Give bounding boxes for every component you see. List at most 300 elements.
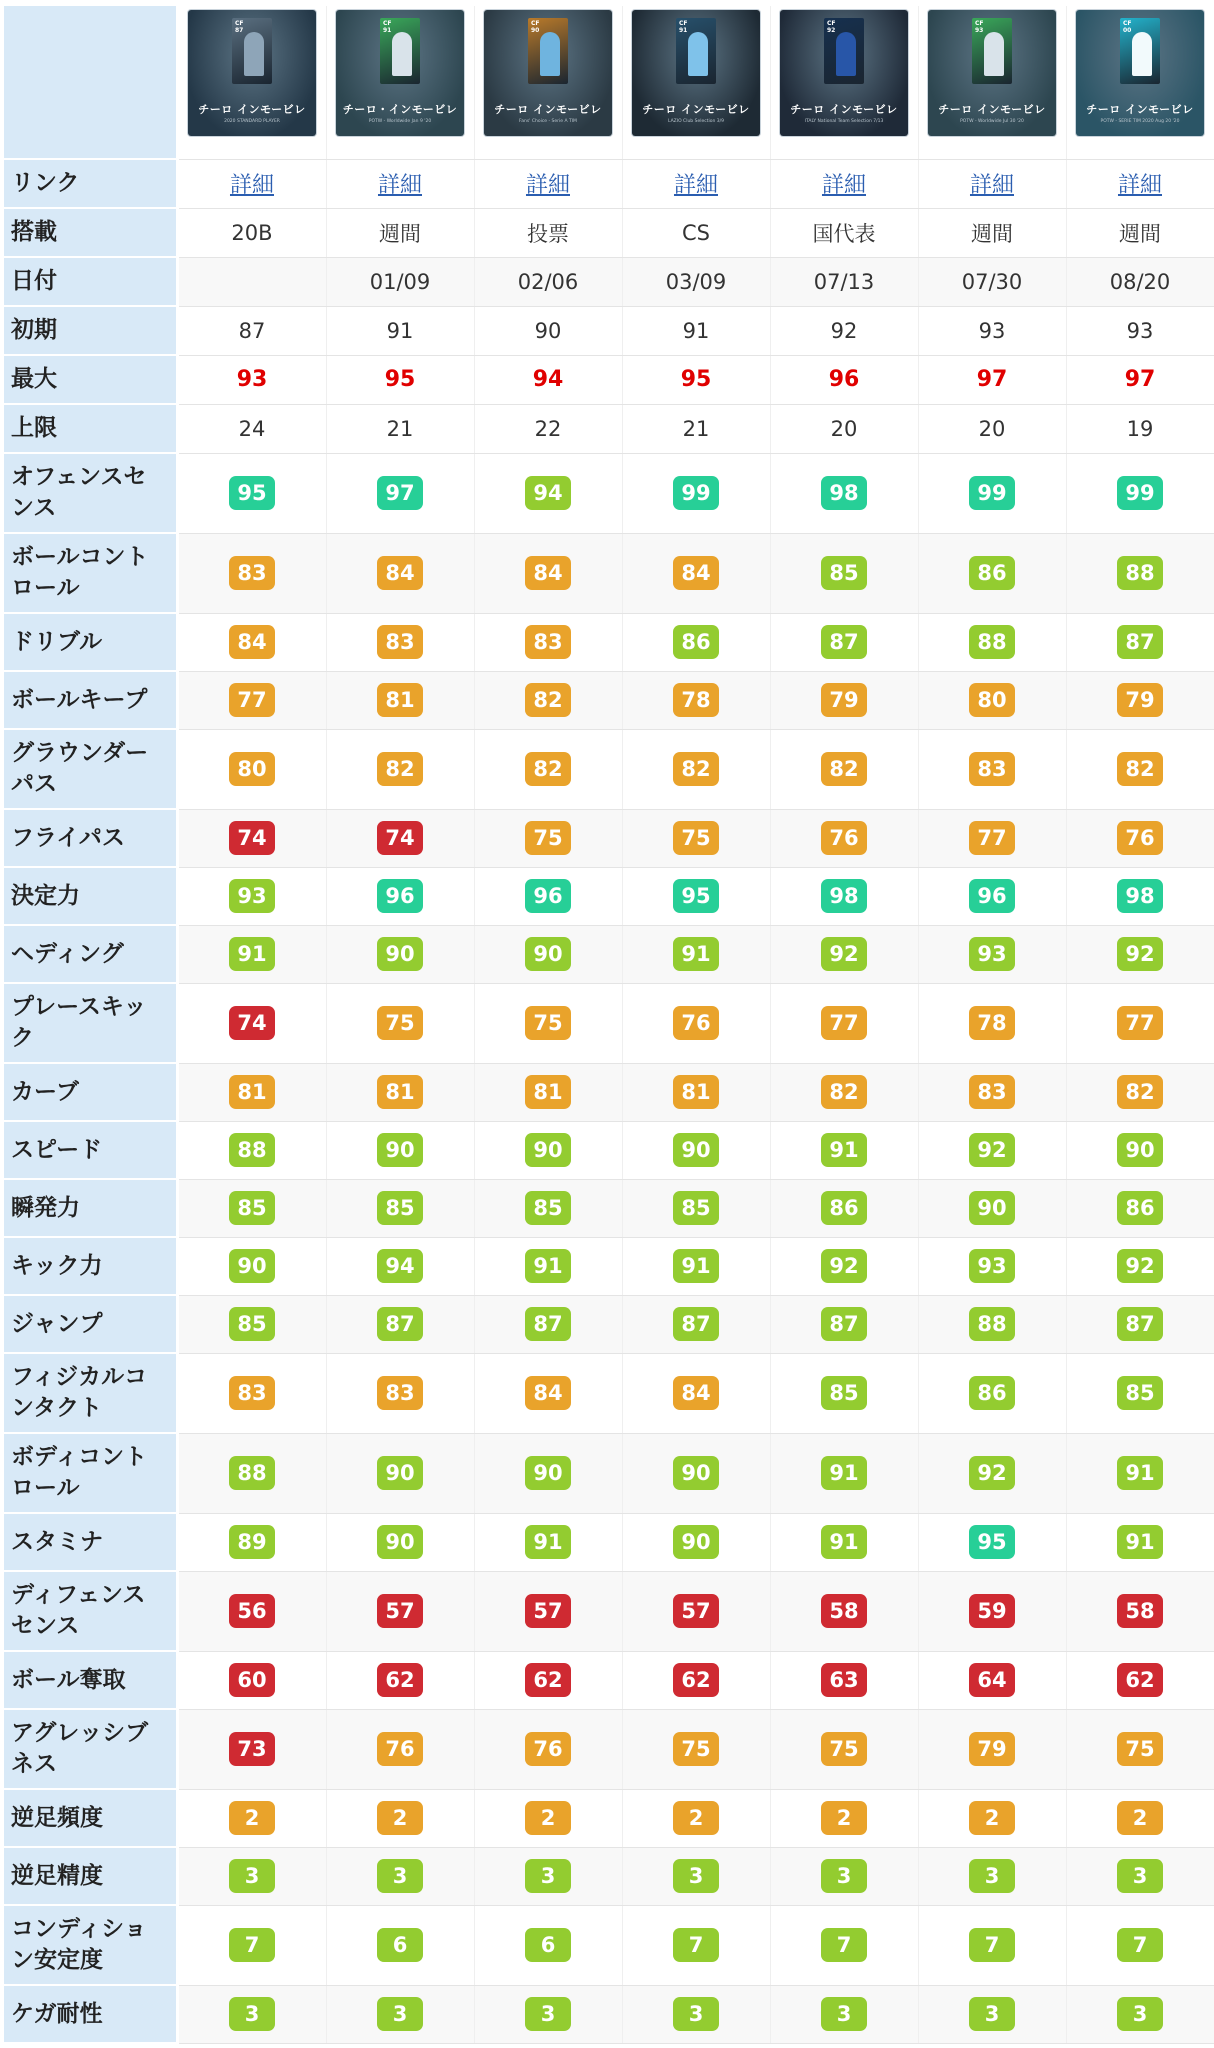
card-position-rating: CF bbox=[827, 20, 836, 27]
stat-badge: 56 bbox=[229, 1594, 275, 1628]
stat-cell bbox=[474, 729, 622, 809]
info-value: 国代表 bbox=[812, 221, 876, 246]
info-cell bbox=[474, 355, 622, 404]
stat-cell bbox=[177, 1353, 326, 1433]
stat-cell bbox=[177, 1121, 326, 1179]
info-value: 22 bbox=[534, 416, 562, 441]
stat-cell bbox=[770, 983, 918, 1063]
info-cell bbox=[770, 159, 918, 208]
stat-badge: 78 bbox=[673, 683, 719, 717]
stat-cell bbox=[918, 1179, 1066, 1237]
card-cell bbox=[474, 6, 622, 159]
info-cell bbox=[918, 306, 1066, 355]
stat-cell bbox=[474, 809, 622, 867]
info-value: 93 bbox=[1126, 318, 1154, 343]
stat-cell bbox=[1066, 809, 1214, 867]
card-subtitle: POTW - Worldwide Jul 30 '20 bbox=[960, 119, 1024, 124]
stat-row bbox=[4, 867, 1214, 925]
card-rating-wrap bbox=[975, 27, 983, 34]
info-cell bbox=[1066, 404, 1214, 453]
stat-badge: 94 bbox=[377, 1249, 423, 1283]
stat-badge: 85 bbox=[377, 1191, 423, 1225]
stat-badge: 88 bbox=[1117, 556, 1163, 590]
stat-label: ドリブル bbox=[4, 613, 177, 671]
stat-label-line: プレースキッ bbox=[11, 994, 147, 1020]
stat-row bbox=[4, 1789, 1214, 1847]
stat-badge: 96 bbox=[969, 879, 1015, 913]
info-cell bbox=[622, 208, 770, 257]
stat-row bbox=[4, 1237, 1214, 1295]
stat-cell bbox=[326, 983, 474, 1063]
stat-badge: 82 bbox=[525, 752, 571, 786]
stat-cell bbox=[918, 1571, 1066, 1651]
info-value: 87 bbox=[238, 318, 266, 343]
stat-cell bbox=[177, 1651, 326, 1709]
stat-cell bbox=[474, 1571, 622, 1651]
player-figure-icon bbox=[1132, 32, 1152, 76]
info-cell bbox=[326, 355, 474, 404]
stat-badge: 88 bbox=[229, 1456, 275, 1490]
stat-badge: 3 bbox=[229, 1997, 275, 2031]
stat-label: ヘディング bbox=[4, 925, 177, 983]
stat-badge: 82 bbox=[1117, 1075, 1163, 1109]
stat-badge: 74 bbox=[229, 1006, 275, 1040]
stat-badge: 91 bbox=[1117, 1525, 1163, 1559]
player-card-image[interactable] bbox=[188, 10, 316, 136]
stat-cell bbox=[622, 1513, 770, 1571]
stat-cell bbox=[622, 453, 770, 533]
stat-label: 逆足頻度 bbox=[4, 1789, 177, 1847]
stat-cell bbox=[474, 1179, 622, 1237]
stat-cell bbox=[177, 1063, 326, 1121]
stat-label-line: ディフェンス bbox=[11, 1582, 146, 1608]
max-rating-value: 95 bbox=[680, 367, 712, 392]
stat-badge: 80 bbox=[229, 752, 275, 786]
stat-cell bbox=[326, 1985, 474, 2043]
stat-cell bbox=[177, 1179, 326, 1237]
info-cell bbox=[1066, 257, 1214, 306]
stat-badge: 76 bbox=[821, 821, 867, 855]
stat-badge: 92 bbox=[821, 1249, 867, 1283]
row-label: 初期 bbox=[4, 306, 177, 355]
card-thumbnail bbox=[528, 18, 568, 84]
stat-cell bbox=[474, 1237, 622, 1295]
stat-badge: 99 bbox=[969, 476, 1015, 510]
stat-cell bbox=[474, 613, 622, 671]
stat-row bbox=[4, 1513, 1214, 1571]
stat-cell bbox=[1066, 1295, 1214, 1353]
stat-badge: 84 bbox=[673, 1376, 719, 1410]
stat-badge: 3 bbox=[821, 1997, 867, 2031]
info-value: 91 bbox=[386, 318, 414, 343]
card-rating-wrap bbox=[1123, 27, 1131, 34]
stat-badge: 86 bbox=[1117, 1191, 1163, 1225]
stat-cell bbox=[177, 925, 326, 983]
stat-cell bbox=[1066, 1353, 1214, 1433]
stat-cell bbox=[474, 1651, 622, 1709]
info-row bbox=[4, 208, 1214, 257]
stat-badge: 83 bbox=[969, 752, 1015, 786]
info-row bbox=[4, 257, 1214, 306]
stat-row bbox=[4, 1433, 1214, 1513]
stat-badge: 3 bbox=[525, 1859, 571, 1893]
info-value: 08/20 bbox=[1109, 269, 1171, 294]
info-value: 21 bbox=[682, 416, 710, 441]
card-rating: 93 bbox=[975, 27, 984, 34]
stat-badge: 83 bbox=[229, 556, 275, 590]
stat-badge: 57 bbox=[525, 1594, 571, 1628]
card-player-name: チーロ インモービレ bbox=[642, 103, 750, 116]
stat-cell bbox=[770, 1985, 918, 2043]
max-rating-value: 97 bbox=[1124, 367, 1156, 392]
stat-cell bbox=[326, 1295, 474, 1353]
player-figure-icon bbox=[984, 32, 1004, 76]
info-cell bbox=[1066, 208, 1214, 257]
stat-cell bbox=[918, 1433, 1066, 1513]
stat-cell bbox=[1066, 533, 1214, 613]
stat-badge: 94 bbox=[525, 476, 571, 510]
info-cell bbox=[622, 257, 770, 306]
player-comparison-table bbox=[4, 6, 1214, 2044]
card-cell bbox=[918, 6, 1066, 159]
stat-cell bbox=[918, 925, 1066, 983]
card-player-name: チーロ インモービレ bbox=[198, 103, 306, 116]
player-figure-icon bbox=[540, 32, 560, 76]
stat-cell bbox=[1066, 453, 1214, 533]
player-card-image[interactable] bbox=[928, 10, 1056, 136]
stat-cell bbox=[326, 1709, 474, 1789]
comparison-table-container bbox=[4, 6, 1214, 2044]
stat-badge: 62 bbox=[525, 1663, 571, 1697]
stat-cell bbox=[770, 809, 918, 867]
stat-badge: 77 bbox=[821, 1006, 867, 1040]
stat-badge: 87 bbox=[673, 1307, 719, 1341]
stat-badge: 87 bbox=[821, 1307, 867, 1341]
card-position-rating: CF bbox=[1123, 20, 1132, 27]
max-rating-value: 95 bbox=[384, 367, 416, 392]
stat-badge: 82 bbox=[821, 1075, 867, 1109]
info-cell bbox=[177, 257, 326, 306]
stat-cell bbox=[177, 1237, 326, 1295]
stat-badge: 85 bbox=[673, 1191, 719, 1225]
player-figure-icon bbox=[688, 32, 708, 76]
info-row bbox=[4, 404, 1214, 453]
stat-cell bbox=[1066, 1571, 1214, 1651]
stat-badge: 2 bbox=[1117, 1801, 1163, 1835]
info-value: 21 bbox=[386, 416, 414, 441]
stat-badge: 80 bbox=[969, 683, 1015, 717]
stat-cell bbox=[1066, 1985, 1214, 2043]
stat-badge: 64 bbox=[969, 1663, 1015, 1697]
stat-badge: 7 bbox=[673, 1928, 719, 1962]
stat-badge: 87 bbox=[377, 1307, 423, 1341]
stat-label: キック力 bbox=[4, 1237, 177, 1295]
stat-badge: 98 bbox=[821, 476, 867, 510]
info-cell bbox=[918, 257, 1066, 306]
info-cell bbox=[770, 208, 918, 257]
stat-badge: 6 bbox=[525, 1928, 571, 1962]
stat-cell bbox=[918, 671, 1066, 729]
stat-row bbox=[4, 1847, 1214, 1905]
stat-cell bbox=[1066, 613, 1214, 671]
player-figure-icon bbox=[836, 32, 856, 76]
stat-cell bbox=[770, 671, 918, 729]
stat-cell bbox=[770, 1847, 918, 1905]
stat-label: フライパス bbox=[4, 809, 177, 867]
stat-cell bbox=[918, 809, 1066, 867]
stat-cell bbox=[918, 533, 1066, 613]
stat-cell bbox=[1066, 867, 1214, 925]
stat-cell bbox=[1066, 1237, 1214, 1295]
info-cell bbox=[770, 355, 918, 404]
stat-cell bbox=[622, 1709, 770, 1789]
card-subtitle: LAZIO Club Selection 3/9 bbox=[667, 119, 724, 124]
stat-cell bbox=[918, 1985, 1066, 2043]
stat-badge: 86 bbox=[821, 1191, 867, 1225]
stat-badge: 88 bbox=[229, 1133, 275, 1167]
stat-badge: 92 bbox=[821, 937, 867, 971]
stat-cell bbox=[474, 671, 622, 729]
info-value: CS bbox=[682, 220, 710, 245]
stat-cell bbox=[474, 1905, 622, 1985]
stat-badge: 91 bbox=[821, 1456, 867, 1490]
stat-cell bbox=[622, 1847, 770, 1905]
stat-badge: 83 bbox=[969, 1075, 1015, 1109]
stat-badge: 84 bbox=[525, 1376, 571, 1410]
detail-link[interactable]: 詳細 bbox=[673, 173, 718, 198]
row-label: 日付 bbox=[4, 257, 177, 306]
stat-row bbox=[4, 613, 1214, 671]
stat-badge: 87 bbox=[525, 1307, 571, 1341]
stat-cell bbox=[622, 1789, 770, 1847]
stat-cell bbox=[770, 1353, 918, 1433]
info-cell bbox=[770, 404, 918, 453]
stat-label-line: グラウンダー bbox=[11, 740, 149, 766]
detail-link[interactable]: 詳細 bbox=[821, 173, 866, 198]
stat-badge: 82 bbox=[673, 752, 719, 786]
info-cell bbox=[622, 306, 770, 355]
card-position-rating: CF bbox=[975, 20, 984, 27]
stat-badge: 90 bbox=[673, 1133, 719, 1167]
stat-badge: 95 bbox=[229, 476, 275, 510]
info-cell bbox=[326, 159, 474, 208]
stat-badge: 81 bbox=[229, 1075, 275, 1109]
info-cell bbox=[177, 306, 326, 355]
stat-badge: 3 bbox=[969, 1997, 1015, 2031]
stat-badge: 77 bbox=[969, 821, 1015, 855]
card-rating-wrap bbox=[827, 27, 835, 34]
player-card-image[interactable] bbox=[336, 10, 464, 136]
detail-link[interactable]: 詳細 bbox=[1117, 173, 1162, 198]
row-label: 最大 bbox=[4, 355, 177, 404]
stat-badge: 75 bbox=[821, 1732, 867, 1766]
card-cell bbox=[326, 6, 474, 159]
detail-link[interactable]: 詳細 bbox=[377, 173, 422, 198]
stat-badge: 3 bbox=[1117, 1997, 1163, 2031]
stat-badge: 57 bbox=[377, 1594, 423, 1628]
stat-badge: 81 bbox=[525, 1075, 571, 1109]
stat-cell bbox=[474, 867, 622, 925]
stat-cell bbox=[177, 1571, 326, 1651]
stat-badge: 83 bbox=[229, 1376, 275, 1410]
info-cell bbox=[1066, 355, 1214, 404]
card-player-name: チーロ・インモービレ bbox=[342, 103, 458, 116]
info-cell bbox=[474, 257, 622, 306]
detail-link[interactable]: 詳細 bbox=[525, 173, 570, 198]
info-cell bbox=[1066, 159, 1214, 208]
stat-badge: 90 bbox=[969, 1191, 1015, 1225]
stat-cell bbox=[918, 1063, 1066, 1121]
stat-badge: 95 bbox=[969, 1525, 1015, 1559]
stat-badge: 88 bbox=[969, 1307, 1015, 1341]
info-value: 週間 bbox=[379, 221, 421, 246]
stat-badge: 90 bbox=[377, 1525, 423, 1559]
card-rating-wrap bbox=[235, 27, 243, 34]
stat-label-line: フィジカルコ bbox=[11, 1364, 148, 1390]
stat-badge: 90 bbox=[229, 1249, 275, 1283]
stat-cell bbox=[622, 1571, 770, 1651]
card-subtitle: 2020 STANDARD PLAYER bbox=[224, 119, 280, 124]
stat-cell bbox=[177, 1789, 326, 1847]
stat-badge: 75 bbox=[1117, 1732, 1163, 1766]
stat-cell bbox=[1066, 1905, 1214, 1985]
stat-cell bbox=[326, 867, 474, 925]
stat-badge: 82 bbox=[1117, 752, 1163, 786]
stat-row bbox=[4, 533, 1214, 613]
stat-badge: 2 bbox=[377, 1801, 423, 1835]
stat-badge: 91 bbox=[229, 937, 275, 971]
stat-cell bbox=[474, 1985, 622, 2043]
stat-cell bbox=[770, 867, 918, 925]
stat-badge: 75 bbox=[525, 1006, 571, 1040]
card-subtitle: ITALY National Team Selection 7/13 bbox=[804, 119, 884, 124]
stat-label bbox=[4, 1571, 177, 1651]
info-cell bbox=[474, 306, 622, 355]
stat-badge: 2 bbox=[821, 1801, 867, 1835]
stat-cell bbox=[474, 453, 622, 533]
stat-badge: 3 bbox=[525, 1997, 571, 2031]
card-rating: 90 bbox=[531, 27, 540, 34]
stat-cell bbox=[474, 1433, 622, 1513]
card-player-name: チーロ インモービレ bbox=[938, 103, 1046, 116]
stat-label-line: アグレッシブ bbox=[11, 1720, 149, 1746]
stat-badge: 57 bbox=[673, 1594, 719, 1628]
player-card-image[interactable] bbox=[632, 10, 760, 136]
info-row bbox=[4, 306, 1214, 355]
stat-badge: 99 bbox=[673, 476, 719, 510]
stat-badge: 92 bbox=[969, 1133, 1015, 1167]
stat-cell bbox=[622, 1985, 770, 2043]
stat-badge: 95 bbox=[673, 879, 719, 913]
stat-row bbox=[4, 1985, 1214, 2043]
stat-cell bbox=[177, 453, 326, 533]
stat-badge: 90 bbox=[525, 937, 571, 971]
stat-badge: 78 bbox=[969, 1006, 1015, 1040]
card-thumbnail bbox=[824, 18, 864, 84]
stat-badge: 91 bbox=[525, 1249, 571, 1283]
stat-badge: 87 bbox=[1117, 625, 1163, 659]
detail-link[interactable]: 詳細 bbox=[229, 173, 274, 198]
stat-badge: 84 bbox=[377, 556, 423, 590]
stat-cell bbox=[770, 1433, 918, 1513]
stat-cell bbox=[326, 613, 474, 671]
stat-badge: 90 bbox=[673, 1525, 719, 1559]
stat-badge: 92 bbox=[1117, 937, 1163, 971]
stat-cell bbox=[1066, 1121, 1214, 1179]
stat-cell bbox=[177, 1905, 326, 1985]
stat-row bbox=[4, 729, 1214, 809]
info-value: 20 bbox=[830, 416, 858, 441]
stat-badge: 2 bbox=[229, 1801, 275, 1835]
stat-cell bbox=[770, 1651, 918, 1709]
stat-badge: 76 bbox=[377, 1732, 423, 1766]
stat-label-line: ク bbox=[11, 1025, 34, 1051]
stat-cell bbox=[326, 925, 474, 983]
stat-badge: 93 bbox=[969, 937, 1015, 971]
card-position-rating: CF bbox=[531, 20, 540, 27]
card-rating-wrap bbox=[679, 27, 687, 34]
stat-cell bbox=[326, 1063, 474, 1121]
row-label: 上限 bbox=[4, 404, 177, 453]
stat-badge: 76 bbox=[673, 1006, 719, 1040]
stat-badge: 96 bbox=[525, 879, 571, 913]
stat-cell bbox=[918, 1651, 1066, 1709]
stat-row bbox=[4, 983, 1214, 1063]
info-cell bbox=[918, 208, 1066, 257]
stat-label bbox=[4, 1353, 177, 1433]
player-card-image[interactable] bbox=[780, 10, 908, 136]
info-value: 03/09 bbox=[665, 269, 727, 294]
stat-cell bbox=[326, 453, 474, 533]
info-value: 20B bbox=[231, 220, 273, 245]
stat-badge: 82 bbox=[525, 683, 571, 717]
stat-badge: 76 bbox=[1117, 821, 1163, 855]
stat-badge: 84 bbox=[229, 625, 275, 659]
stat-row bbox=[4, 453, 1214, 533]
stat-badge: 62 bbox=[377, 1663, 423, 1697]
stat-badge: 62 bbox=[673, 1663, 719, 1697]
row-label: 搭載 bbox=[4, 208, 177, 257]
stat-cell bbox=[326, 1651, 474, 1709]
stat-badge: 90 bbox=[1117, 1133, 1163, 1167]
card-thumbnail bbox=[380, 18, 420, 84]
detail-link[interactable]: 詳細 bbox=[969, 173, 1014, 198]
stat-cell bbox=[770, 1179, 918, 1237]
stat-label-line: ロール bbox=[11, 1475, 80, 1501]
stat-badge: 85 bbox=[1117, 1376, 1163, 1410]
stat-badge: 91 bbox=[673, 1249, 719, 1283]
stat-cell bbox=[326, 1179, 474, 1237]
player-card-image[interactable] bbox=[1076, 10, 1204, 136]
card-player-name: チーロ インモービレ bbox=[494, 103, 602, 116]
stat-cell bbox=[770, 1571, 918, 1651]
stat-cell bbox=[326, 809, 474, 867]
stat-label: 瞬発力 bbox=[4, 1179, 177, 1237]
info-cell bbox=[1066, 306, 1214, 355]
player-card-image[interactable] bbox=[484, 10, 612, 136]
player-figure-icon bbox=[392, 32, 412, 76]
stat-badge: 7 bbox=[1117, 1928, 1163, 1962]
stat-badge: 3 bbox=[1117, 1859, 1163, 1893]
stat-badge: 74 bbox=[229, 821, 275, 855]
stat-cell bbox=[177, 533, 326, 613]
stat-cell bbox=[474, 1847, 622, 1905]
card-cell bbox=[622, 6, 770, 159]
stat-cell bbox=[770, 1905, 918, 1985]
stat-badge: 58 bbox=[1117, 1594, 1163, 1628]
card-thumbnail bbox=[676, 18, 716, 84]
stat-badge: 3 bbox=[821, 1859, 867, 1893]
